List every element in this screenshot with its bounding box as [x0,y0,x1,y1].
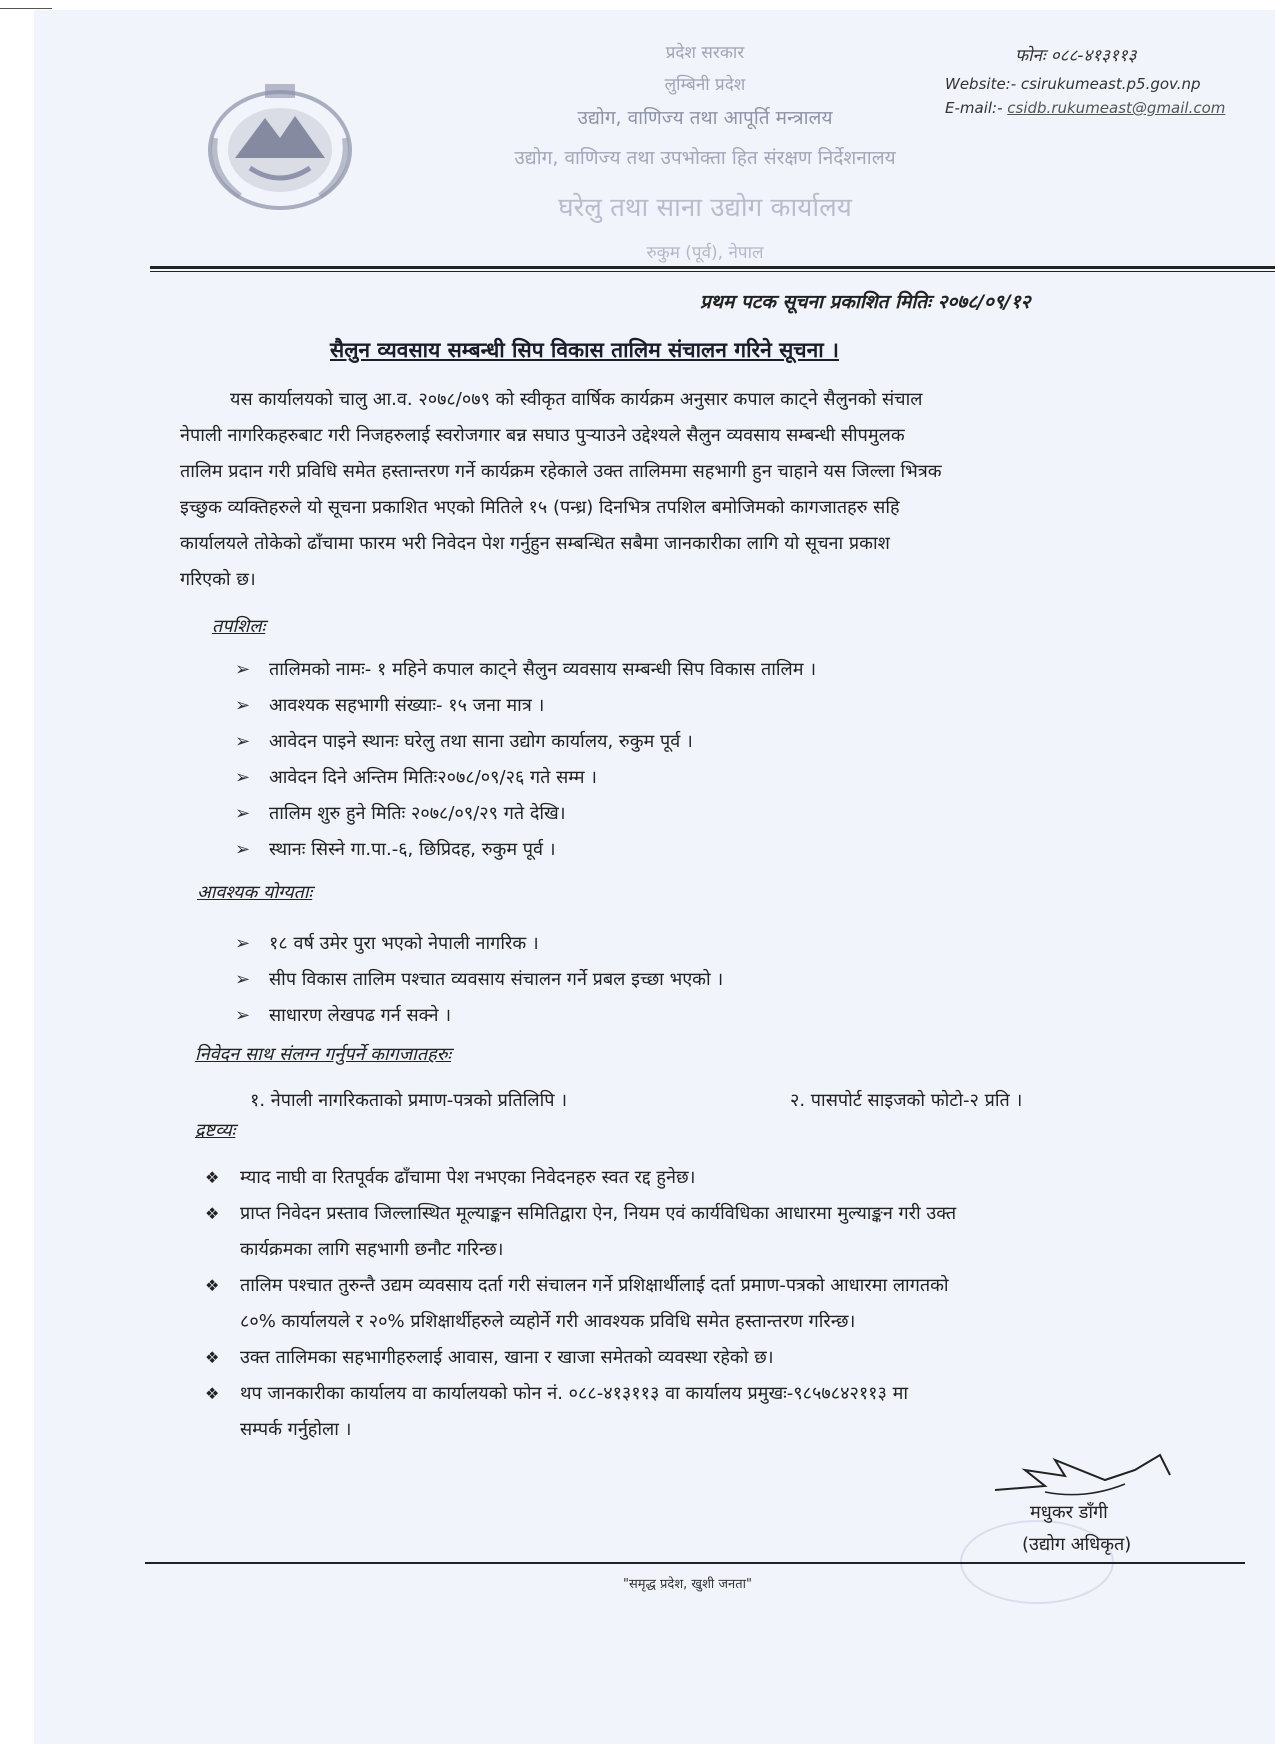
arrow-bullet-icon: ➢ [235,695,251,716]
list-item: ➢ आवेदन पाइने स्थानः घरेलु तथा साना उद्योग कार्यालय, रुकुम पूर्व । [235,724,816,760]
contact-phone: फोनः ०८८-४१३११३ [1015,46,1137,66]
email-label: E-mail:- [945,99,1003,117]
note-line: ❖ प्राप्त निवेदन प्रस्ताव जिल्लास्थित मूल्याङ्कन समितिद्वारा ऐन, नियम एवं कार्यविधिका आधारमा मुल्याङ्कन गरी उक्त [205,1196,1273,1232]
body-line: तालिम प्रदान गरी प्रविधि समेत हस्तान्तरण गर्ने कार्यक्रम रहेकाले उक्त तालिममा सहभागी हुन चाहाने यस जिल्ला भित्रक [180,461,942,482]
body-line: नेपाली नागरिकहरुबाट गरी निजहरुलाई स्वरोजगार बन्न सघाउ पुऱ्याउने उद्देश्यले सैलुन व्यवसाय सम्बन्धी सीपमुलक [180,425,905,446]
footer-divider [145,1562,1245,1564]
scan-edge-line [0,8,52,9]
arrow-bullet-icon: ➢ [235,659,251,680]
nepal-emblem-icon [195,78,365,218]
list-item: ➢ स्थानः सिस्ने गा.पा.-६, छिप्रिदह, रुकुम पूर्व । [235,832,816,868]
contact-email [945,96,1275,120]
header-location: रुकुम (पूर्व), नेपाल [646,243,764,263]
list-item: ➢ तालिमको नामः- १ महिने कपाल काट्ने सैलुन व्यवसाय सम्बन्धी सिप विकास तालिम । [235,652,816,688]
note-line: ❖ तालिम पश्चात तुरुन्तै उद्यम व्यवसाय दर्ता गरी संचालन गर्ने प्रशिक्षार्थीलाई दर्ता प्रमाण-पत्रको आधारमा लागतको [205,1268,1273,1304]
list-item: ➢ तालिम शुरु हुने मितिः २०७८/०९/२९ गते देखि। [235,796,816,832]
list-item: ➢ आवश्यक सहभागी संख्याः- १५ जना मात्र । [235,688,816,724]
documents-heading: निवेदन साथ संलग्न गर्नुपर्ने कागजातहरुः [195,1044,452,1065]
arrow-bullet-icon: ➢ [235,839,251,860]
arrow-bullet-icon: ➢ [235,969,251,990]
website-label: Website:- [945,75,1017,93]
diamond-bullet-icon: ❖ [205,1384,220,1403]
diamond-bullet-icon: ❖ [205,1348,220,1367]
note-line: कार्यक्रमका लागि सहभागी छनौट गरिन्छ। [240,1239,504,1260]
note-line: सम्पर्क गर्नुहोला । [240,1419,352,1440]
notice-title: सैलुन व्यवसाय सम्बन्धी सिप विकास तालिम संचालन गरिने सूचना । [330,338,839,362]
signer-name: मधुकर डाँगी [1030,1502,1108,1523]
list-item: ➢ आवेदन दिने अन्तिम मितिः२०७८/०९/२६ गते सम्म । [235,760,816,796]
notes-list [205,1160,1273,1448]
note-line: ❖ म्याद नाघी वा रितपूर्वक ढाँचामा पेश नभएका निवेदनहरु स्वत रद्द हुनेछ। [205,1160,1273,1196]
document-item-2: २. पासपोर्ट साइजको फोटो-२ प्रति । [790,1090,1023,1111]
body-line: इच्छुक व्यक्तिहरुले यो सूचना प्रकाशित भएको मितिले १५ (पन्ध्र) दिनभित्र तपशिल बमोजिमको कागजातहरु सहि [180,497,900,518]
diamond-bullet-icon: ❖ [205,1276,220,1295]
arrow-bullet-icon: ➢ [235,933,251,954]
website-value: csirukumeast.p5.gov.np [1020,75,1201,93]
details-list [235,652,816,868]
header-directorate: उद्योग, वाणिज्य तथा उपभोक्ता हित संरक्षण निर्देशनालय [514,147,896,169]
body-line: गरिएको छ। [180,569,256,590]
list-item: ➢ साधारण लेखपढ गर्न सक्ने । [235,998,723,1034]
arrow-bullet-icon: ➢ [235,731,251,752]
note-line: ❖ उक्त तालिमका सहभागीहरुलाई आवास, खाना र खाजा समेतको व्यवस्था रहेको छ। [205,1340,1273,1376]
note-line: ८०% कार्यालयले र २०% प्रशिक्षार्थीहरुले व्यहोर्ने गरी आवश्यक प्रविधि समेत हस्तान्तरण गरिन्छ। [240,1311,856,1332]
email-value: csidb.rukumeast@gmail.com [1007,99,1226,117]
list-item: ➢ १८ वर्ष उमेर पुरा भएको नेपाली नागरिक । [235,926,723,962]
signer-title: (उद्योग अधिकृत) [1022,1534,1132,1555]
header-gov-line: प्रदेश सरकार [665,43,745,63]
list-item: ➢ सीप विकास तालिम पश्चात व्यवसाय संचालन गर्ने प्रबल इच्छा भएको । [235,962,723,998]
footer-motto: "समृद्ध प्रदेश, खुशी जनता" [622,1577,753,1592]
contact-website [945,72,1275,96]
details-heading: तपशिलः [212,616,266,637]
notes-heading: द्रष्टव्यः [195,1120,236,1141]
body-line: यस कार्यालयको चालु आ.व. २०७८/०७९ को स्वीकृत वार्षिक कार्यक्रम अनुसार कपाल काट्ने सैलुनको संचाल [230,389,923,410]
notice-body [180,382,1270,598]
diamond-bullet-icon: ❖ [205,1204,220,1223]
header-divider [150,266,1275,269]
header-ministry: उद्योग, वाणिज्य तथा आपूर्ति मन्त्रालय [577,107,833,129]
arrow-bullet-icon: ➢ [235,803,251,824]
arrow-bullet-icon: ➢ [235,1005,251,1026]
publish-date: प्रथम पटक सूचना प्रकाशित मितिः २०७८/०९/१२ [700,291,1031,313]
arrow-bullet-icon: ➢ [235,767,251,788]
contact-block [945,44,1275,120]
documents-list [250,1088,1250,1112]
qualifications-list [235,926,723,1034]
qualifications-heading: आवश्यक योग्यताः [197,882,313,903]
header-divider-thin [150,271,1275,272]
header-office: घरेलु तथा साना उद्योग कार्यालय [558,193,852,223]
diamond-bullet-icon: ❖ [205,1168,220,1187]
note-line: ❖ थप जानकारीका कार्यालय वा कार्यालयको फोन नं. ०८८-४१३११३ वा कार्यालय प्रमुखः-९८५७८४२११३ मा [205,1376,1273,1412]
document-item-1: १. नेपाली नागरिकताको प्रमाण-पत्रको प्रतिलिपि । [250,1090,568,1111]
body-line: कार्यालयले तोकेको ढाँचामा फारम भरी निवेदन पेश गर्नुहुन सम्बन्धित सबैमा जानकारीका लागि यो सूचना प्रकाश [180,533,890,554]
header-province: लुम्बिनी प्रदेश [664,75,746,95]
